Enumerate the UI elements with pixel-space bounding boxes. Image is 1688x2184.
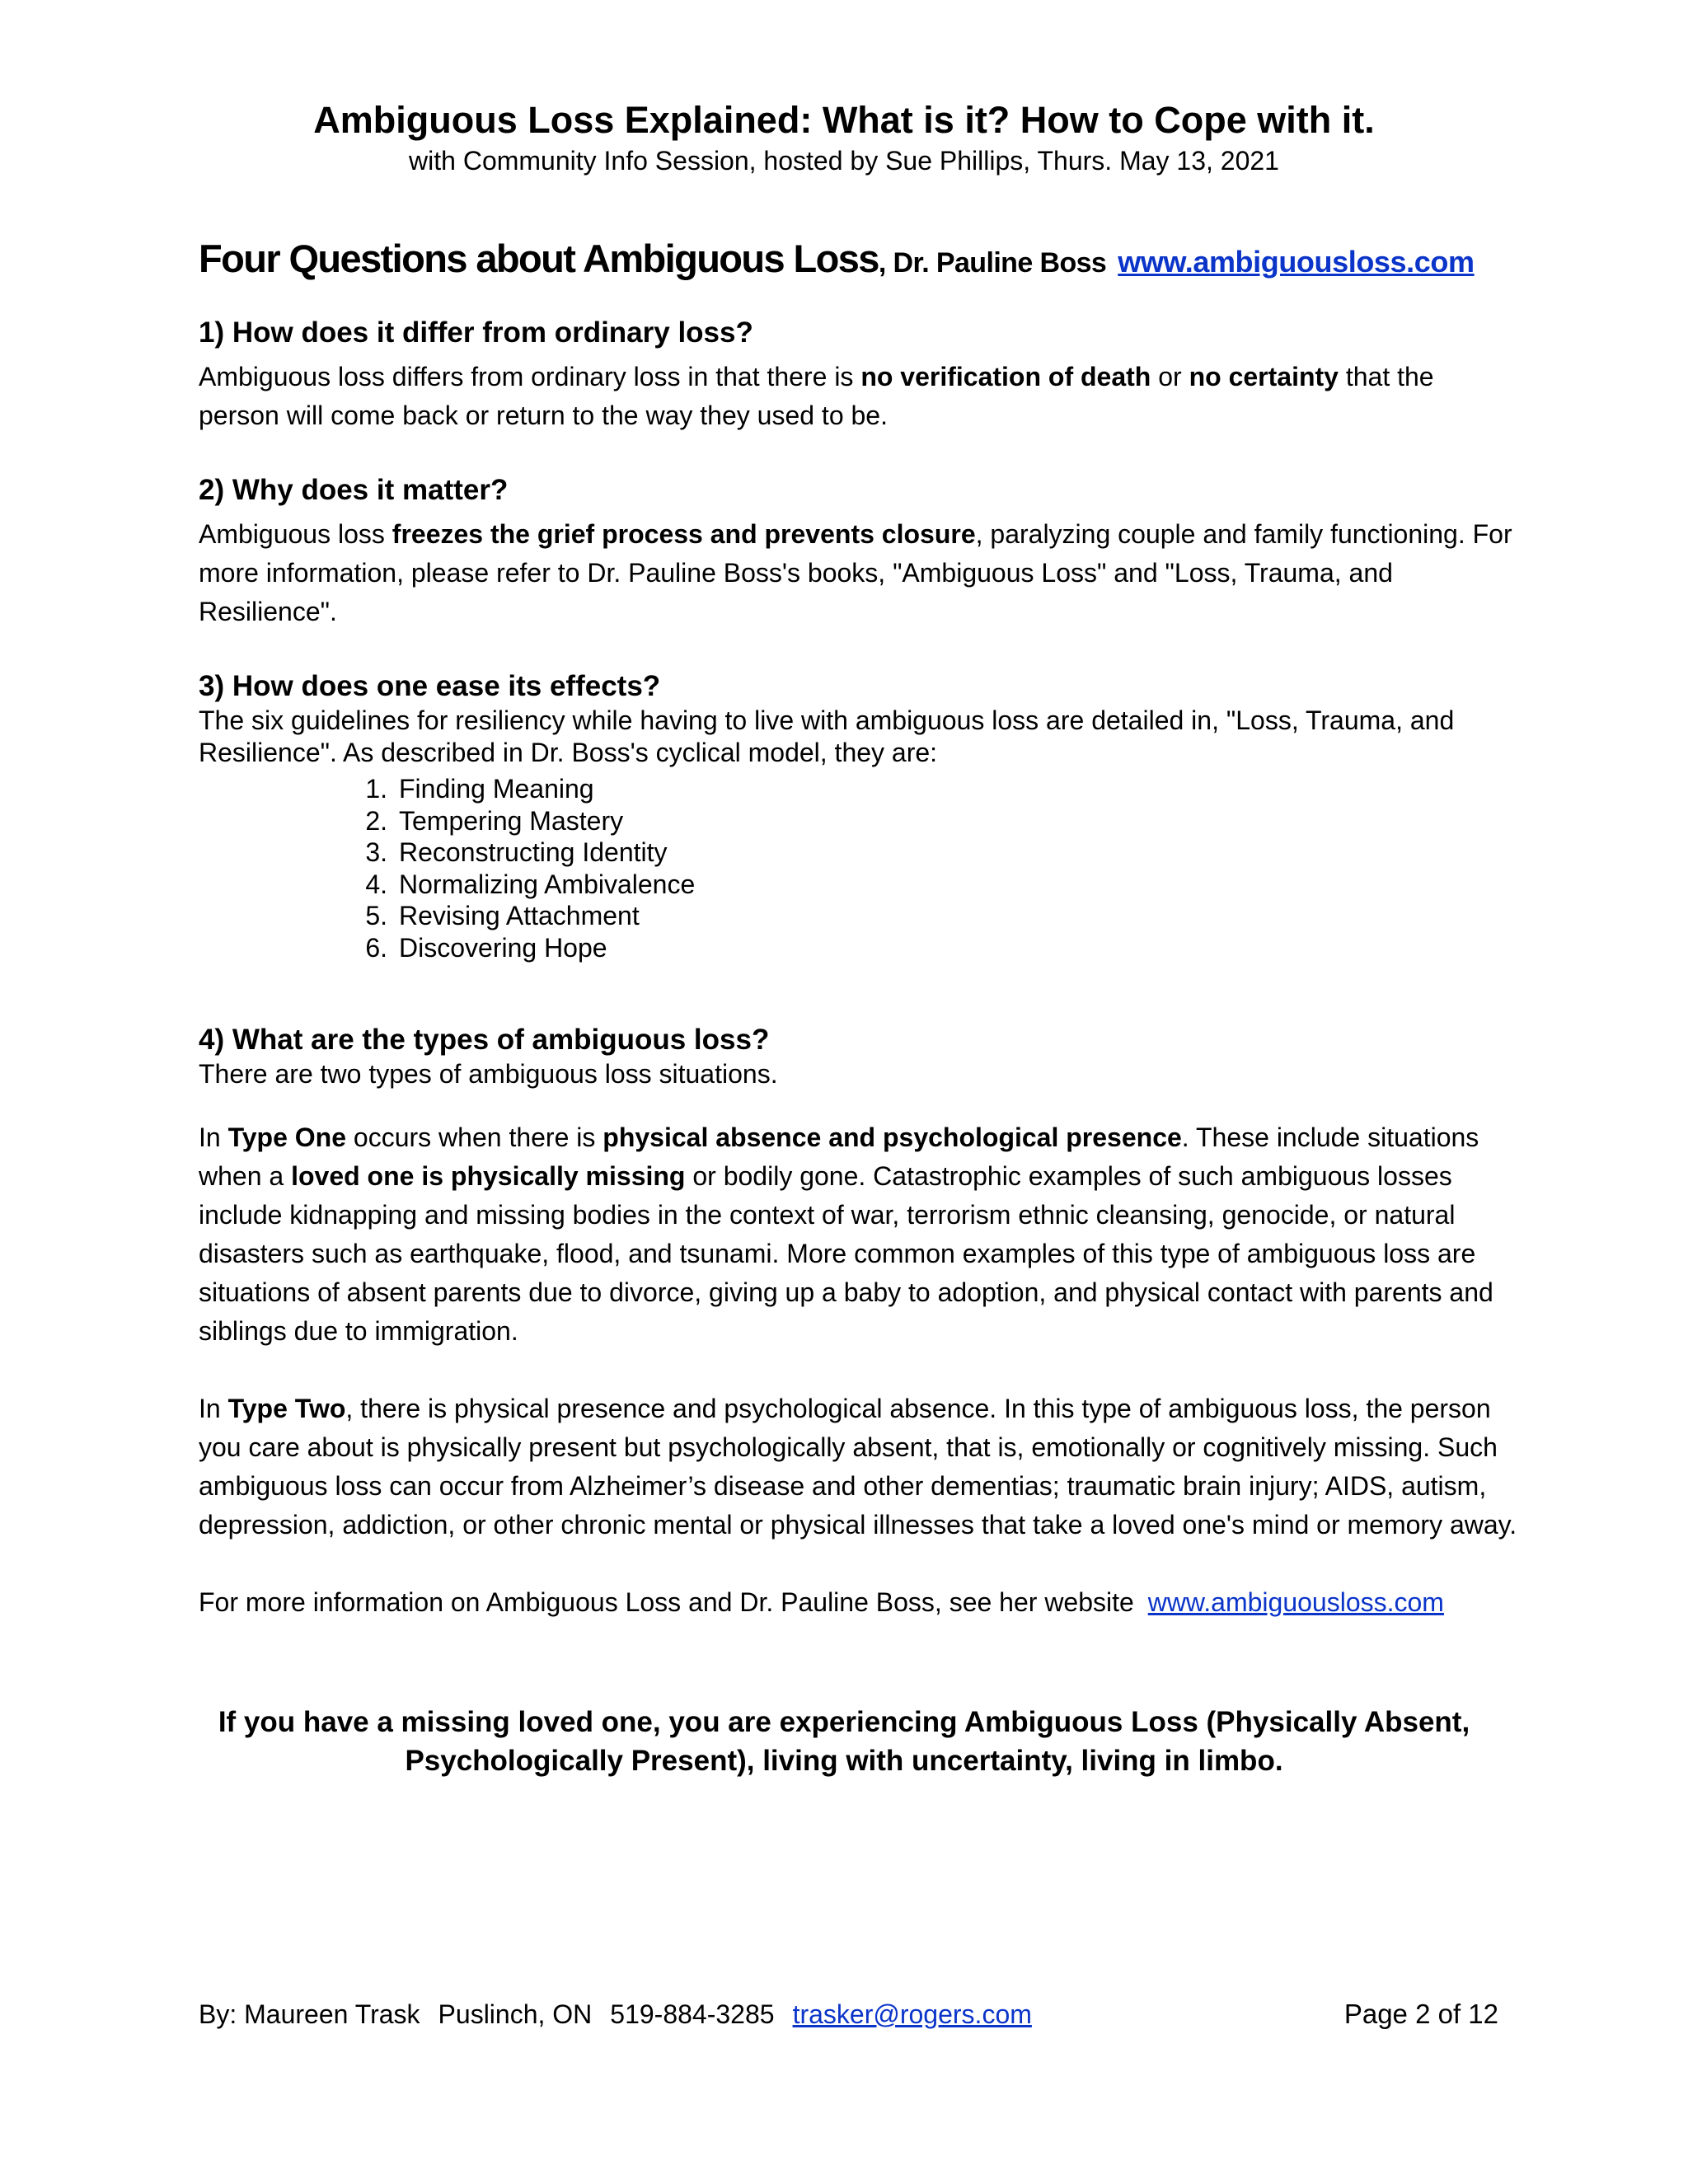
document-subtitle: with Community Info Session, hosted by Sue Phillips, Thurs. May 13, 2021 [409,146,1279,176]
list-item [346,869,695,901]
text-span: In [199,1122,228,1152]
list-item [346,805,695,837]
text-span: or bodily gone. Catastrophic examples of such ambiguous losses include kidnapping and missing bodies in the context of war, terrorism ethnic cleansing, genocide, or natural disasters such as earthquake, flood, and tsunami. More common examples of this type of ambiguous loss are situations of absent parents due to divorce, giving up a baby to adoption, and physical contact with parents and siblings due to immigration. [199,1161,1493,1346]
guidelines-list [346,773,695,963]
list-item [346,900,695,932]
section-heading [199,236,1550,281]
question-4 [199,1022,1517,1622]
list-item [346,932,695,964]
text-span: . These include situations when a [199,1122,1479,1191]
footer [199,1998,1032,2031]
question-1-answer [199,358,1517,435]
list-item-text: Finding Meaning [399,774,594,804]
question-2 [199,472,1517,631]
closing-line: If you have a missing loved one, you are experiencing Ambiguous Loss (Physically Absent, [218,1706,1470,1738]
text-span: Ambiguous loss [199,519,392,549]
question-3-intro: The six guidelines for resiliency while having to live with ambiguous loss are detailed in, "Loss, Trauma, and Resilience". As described in Dr. Boss's cyclical model, they are: [199,705,1455,767]
footer-author: By: Maureen Trask [199,1999,420,2029]
bold-span: freezes the grief process and prevents closure [392,519,976,549]
closing-line: Psychologically Present), living with uncertainty, living in limbo. [405,1745,1283,1777]
footer-phone: 519-884-3285 [610,1999,775,2029]
list-number: 5. [365,901,387,930]
bold-span: no certainty [1189,362,1339,391]
question-4-heading: 4) What are the types of ambiguous loss? [199,1024,770,1056]
list-item-text: Discovering Hope [399,932,607,963]
section-heading-author: , Dr. Pauline Boss [878,247,1107,279]
list-item-text: Revising Attachment [399,901,640,930]
closing-statement [0,1703,1688,1780]
question-1-heading: 1) How does it differ from ordinary loss? [199,316,753,349]
section-heading-title: Four Questions about Ambiguous Loss [199,237,879,280]
footer-location: Puslinch, ON [438,1999,593,2029]
bold-span: Type Two [227,1394,346,1423]
type-two-paragraph [199,1390,1517,1544]
question-4-intro: There are two types of ambiguous loss situations. [199,1059,778,1089]
text-span: , paralyzing couple and family functioning. For more information, please refer to Dr. Pauline Boss's books, "Ambiguous Loss" and "Loss, Trauma, and Resilience". [199,519,1512,626]
section-heading-website-link[interactable]: www.ambiguousloss.com [1118,245,1475,279]
document-title: Ambiguous Loss Explained: What is it? How to Cope with it. [313,99,1375,141]
bold-span: loved one is physically missing [291,1161,686,1191]
question-2-answer [199,515,1517,631]
list-number: 2. [365,805,387,836]
list-number: 4. [365,869,387,899]
text-span: For more information on Ambiguous Loss and Dr. Pauline Boss, see her website [199,1587,1142,1617]
list-item-text: Reconstructing Identity [399,837,668,867]
question-2-heading: 2) Why does it matter? [199,474,509,506]
text-span: , there is physical presence and psychological absence. In this type of ambiguous loss, the person you care about is physically present but psychologically absent, that is, emotionally or cognitively missing. Such ambiguous loss can occur from Alzheimer’s disease and other dementias; traumatic brain injury; AIDS, autism, depression, addiction, or other chronic mental or physical illnesses that take a loved one's mind or memory away. [199,1394,1517,1540]
bold-span: physical absence and psychological presence [603,1122,1182,1152]
question-3 [199,668,1517,769]
type-one-paragraph [199,1118,1517,1351]
text-span: Ambiguous loss differs from ordinary loss in that there is [199,362,861,391]
list-item-text: Normalizing Ambivalence [399,869,696,899]
text-span: In [199,1394,228,1423]
page-number: Page 2 of 12 [1343,1999,1498,2029]
bold-span: Type One [227,1122,347,1152]
list-number: 1. [365,774,387,804]
list-item-text: Tempering Mastery [399,805,624,836]
list-item [346,837,695,869]
list-item [346,773,695,805]
question-1 [199,315,1517,435]
text-span: occurs when there is [346,1122,603,1152]
list-number: 6. [365,932,387,963]
ambiguousloss-website-link[interactable]: www.ambiguousloss.com [1147,1587,1444,1617]
question-3-heading: 3) How does one ease its effects? [199,670,661,702]
list-number: 3. [365,837,387,867]
more-info-paragraph [199,1583,1517,1622]
footer-email-link[interactable]: trasker@rogers.com [792,1999,1032,2029]
text-span: or [1151,362,1189,391]
bold-span: no verification of death [860,362,1151,391]
text-span: that the person will come back or return to the way they used to be. [199,362,1434,430]
